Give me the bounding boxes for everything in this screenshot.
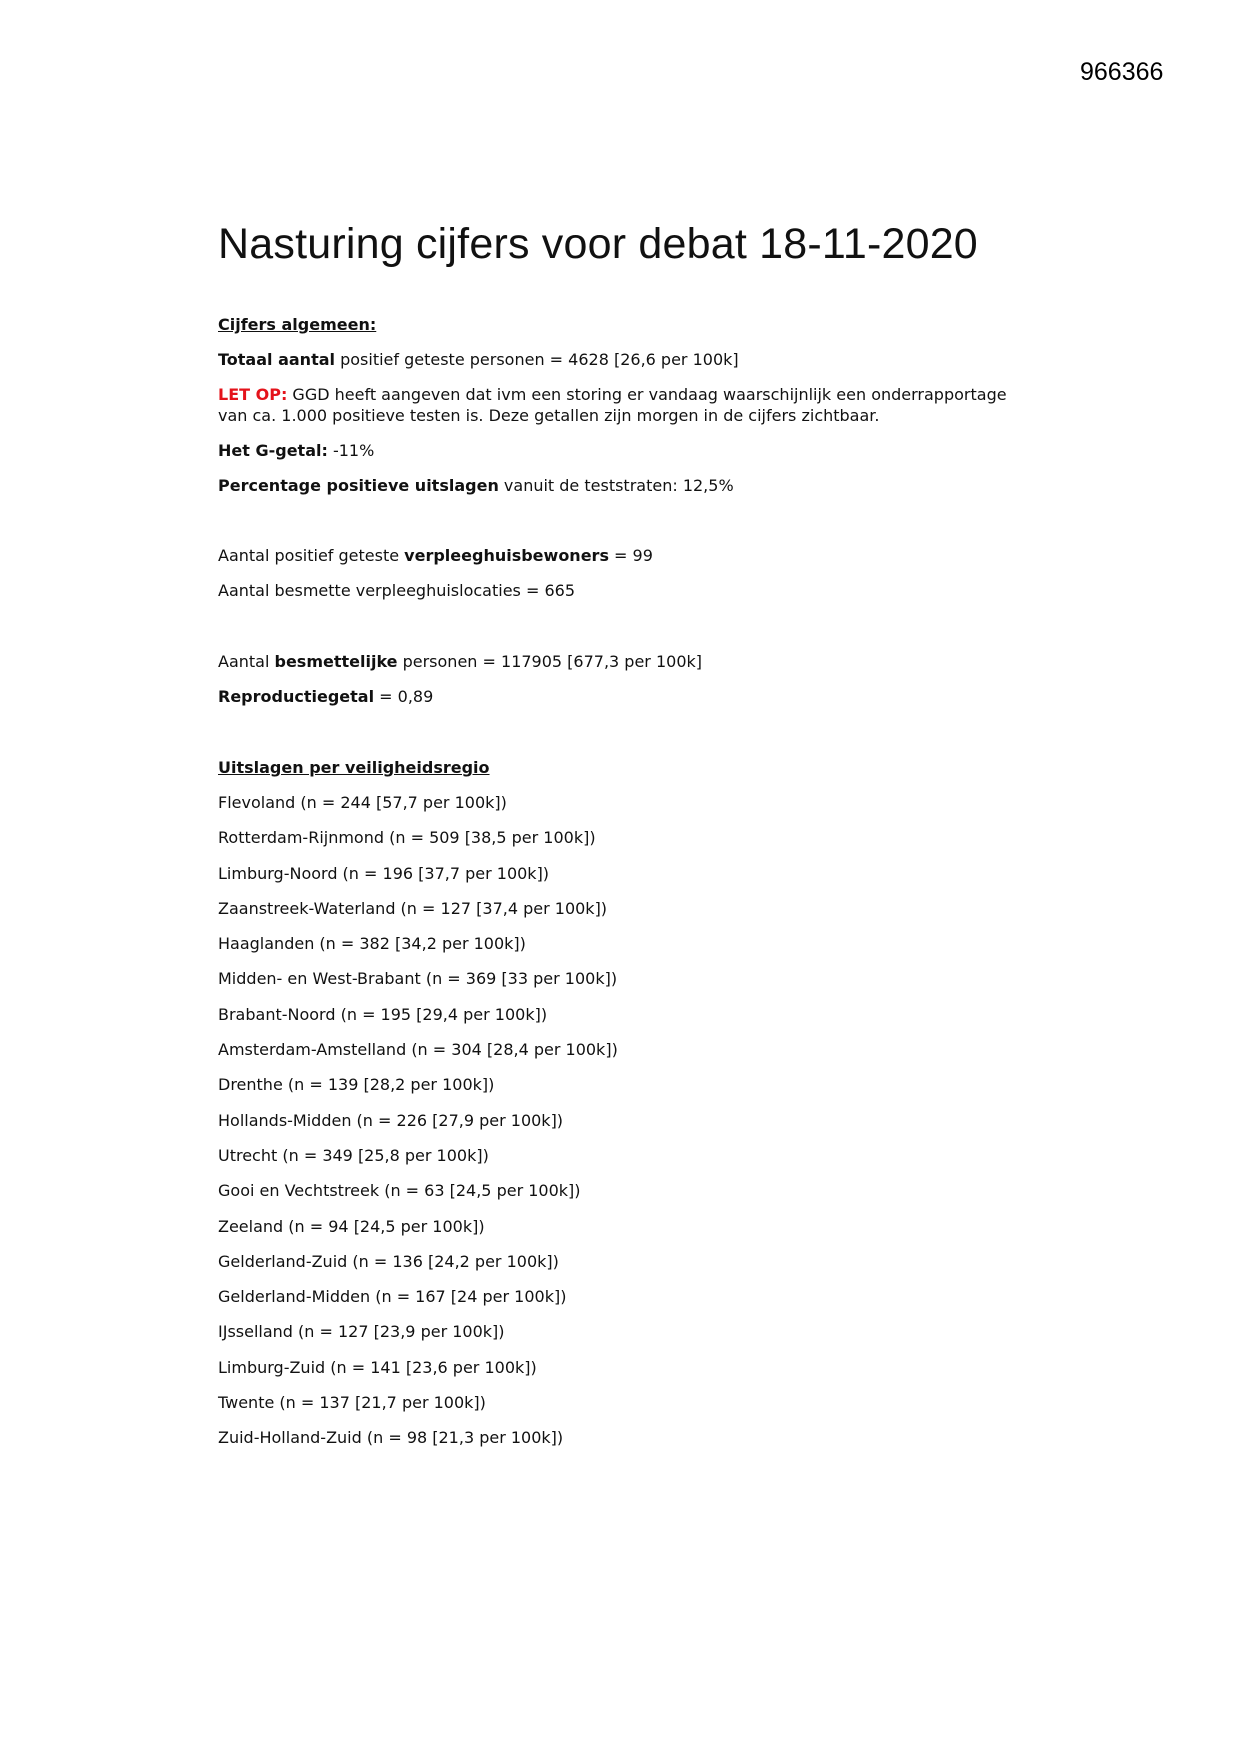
infectious-pre: Aantal bbox=[218, 652, 275, 671]
total-value: positief geteste personen = 4628 [26,6 per 100k] bbox=[335, 350, 739, 369]
list-item: Haaglanden (n = 382 [34,2 per 100k]) bbox=[218, 934, 526, 954]
positive-percentage-value: vanuit de teststraten: 12,5% bbox=[498, 476, 734, 495]
list-item: Gelderland-Zuid (n = 136 [24,2 per 100k]) bbox=[218, 1251, 559, 1271]
document-id: 966366 bbox=[1080, 58, 1164, 86]
nursing-residents-pre: Aantal positief geteste bbox=[218, 546, 405, 565]
list-item: Zuid-Holland-Zuid (n = 98 [21,3 per 100k]) bbox=[218, 1428, 564, 1448]
list-item: IJsselland (n = 127 [23,9 per 100k]) bbox=[218, 1322, 505, 1342]
list-item: Utrecht (n = 349 [25,8 per 100k]) bbox=[218, 1145, 489, 1165]
reproduction-value: = 0,89 bbox=[374, 687, 434, 706]
list-item: Hollands-Midden (n = 226 [27,9 per 100k]) bbox=[218, 1110, 564, 1130]
list-item: Midden- en West-Brabant (n = 369 [33 per 100k]) bbox=[218, 969, 618, 989]
total-label: Totaal aantal bbox=[218, 350, 335, 369]
list-item: Limburg-Noord (n = 196 [37,7 per 100k]) bbox=[218, 863, 550, 883]
note-text-1: GGD heeft aangeven dat ivm een storing er vandaag waarschijnlijk een onderrapportage bbox=[287, 385, 1007, 404]
infectious-label: besmettelijke bbox=[274, 652, 398, 671]
list-item: Amsterdam-Amstelland (n = 304 [28,4 per 100k]) bbox=[218, 1040, 618, 1060]
section-heading-general: Cijfers algemeen: bbox=[218, 315, 377, 334]
list-item: Drenthe (n = 139 [28,2 per 100k]) bbox=[218, 1075, 495, 1095]
nursing-residents-value: = 99 bbox=[608, 546, 653, 565]
note-line-2: van ca. 1.000 positieve testen is. Deze getallen zijn morgen in de cijfers zichtbaar. bbox=[218, 406, 880, 425]
page-title: Nasturing cijfers voor debat 18-11-2020 bbox=[218, 220, 978, 268]
g-number-value: -11% bbox=[327, 441, 375, 460]
region-list bbox=[218, 792, 618, 1463]
nursing-residents-label: verpleeghuisbewoners bbox=[404, 546, 609, 565]
list-item: Zaanstreek-Waterland (n = 127 [37,4 per 100k]) bbox=[218, 898, 608, 918]
note-line-1 bbox=[218, 384, 1007, 405]
infectious-value: personen = 117905 [677,3 per 100k] bbox=[397, 652, 703, 671]
list-item: Gelderland-Midden (n = 167 [24 per 100k]) bbox=[218, 1287, 567, 1307]
list-item: Brabant-Noord (n = 195 [29,4 per 100k]) bbox=[218, 1004, 548, 1024]
list-item: Zeeland (n = 94 [24,5 per 100k]) bbox=[218, 1216, 485, 1236]
nursing-locations-line: Aantal besmette verpleeghuislocaties = 665 bbox=[218, 581, 575, 600]
infectious-persons-line bbox=[218, 651, 702, 672]
g-number-line bbox=[218, 440, 374, 461]
total-positive-line bbox=[218, 349, 739, 370]
reproduction-label: Reproductiegetal bbox=[218, 687, 375, 706]
positive-percentage-line bbox=[218, 475, 734, 496]
list-item: Twente (n = 137 [21,7 per 100k]) bbox=[218, 1393, 486, 1413]
nursing-residents-line bbox=[218, 545, 653, 566]
note-label: LET OP: bbox=[218, 385, 288, 404]
list-item: Rotterdam-Rijnmond (n = 509 [38,5 per 100k]) bbox=[218, 828, 596, 848]
list-item: Limburg-Zuid (n = 141 [23,6 per 100k]) bbox=[218, 1357, 537, 1377]
section-heading-regions: Uitslagen per veiligheidsregio bbox=[218, 758, 490, 777]
g-number-label: Het G-getal: bbox=[218, 441, 328, 460]
list-item: Flevoland (n = 244 [57,7 per 100k]) bbox=[218, 793, 507, 812]
positive-percentage-label: Percentage positieve uitslagen bbox=[218, 476, 499, 495]
reproduction-line bbox=[218, 686, 433, 707]
list-item: Gooi en Vechtstreek (n = 63 [24,5 per 100k]) bbox=[218, 1181, 581, 1201]
